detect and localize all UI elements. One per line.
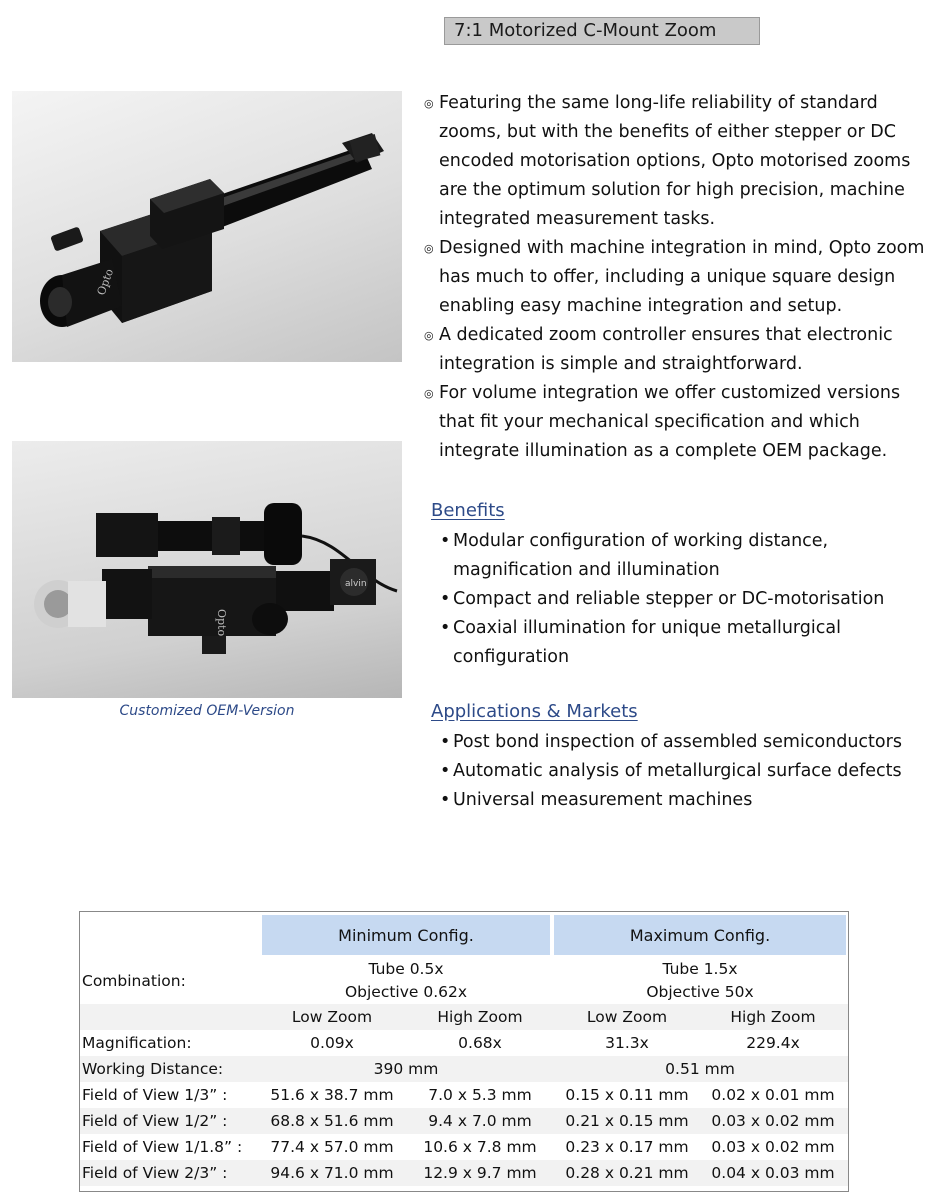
ring-bullet-icon: ◎ [424,242,434,255]
max-config-header: Maximum Config. [554,915,846,955]
product-photo-oem-version [12,441,402,698]
max-tube: Tube 1.5x [662,960,738,978]
table-cell: 31.3x [605,1034,649,1052]
table-cell: 0.02 x 0.01 mm [711,1086,835,1104]
list-item: • Modular configuration of working distance, magnification and illumination [440,527,910,585]
bullet-dot-icon: • [440,790,451,810]
opto-logo: Opto [94,267,117,298]
table-cell: 390 mm [373,1060,439,1078]
product-photo-motorized-zoom [12,91,402,362]
description [424,89,934,466]
photo-caption: Customized OEM-Version [119,703,295,719]
row-label: Field of View 2/3” : [82,1164,228,1182]
table-cell: 9.4 x 7.0 mm [428,1112,532,1130]
bullet-dot-icon: • [440,531,451,551]
benefits-heading: Benefits [431,500,505,521]
table-cell: 0.23 x 0.17 mm [565,1138,689,1156]
list-item: • Coaxial illumination for unique metallurgical configuration [440,614,910,672]
table-cell: 0.51 mm [665,1060,735,1078]
row-label: Combination: [82,972,186,990]
table-cell: 0.21 x 0.15 mm [565,1112,689,1130]
table-cell: 68.8 x 51.6 mm [270,1112,394,1130]
table-cell: 0.68x [458,1034,502,1052]
row-label: Working Distance: [82,1060,224,1078]
ring-bullet-icon: ◎ [424,97,434,110]
table-row [80,1030,848,1056]
col-low-zoom: Low Zoom [586,1008,668,1026]
table-cell: 10.6 x 7.8 mm [423,1138,537,1156]
table-cell: 7.0 x 5.3 mm [428,1086,532,1104]
table-cell: 0.03 x 0.02 mm [711,1112,835,1130]
min-config-header: Minimum Config. [262,915,550,955]
col-low-zoom: Low Zoom [291,1008,373,1026]
table-row [80,1108,848,1134]
list-item: • Compact and reliable stepper or DC-motorisation [440,585,910,614]
bullet-dot-icon: • [440,761,451,781]
list-item: • Universal measurement machines [440,786,910,815]
description-item: ◎ A dedicated zoom controller ensures that electronic integration is simple and straightforward. [424,321,934,379]
ring-bullet-icon: ◎ [424,387,434,400]
table-cell: 94.6 x 71.0 mm [270,1164,394,1182]
col-high-zoom: High Zoom [437,1008,523,1026]
applications-heading: Applications & Markets [431,701,638,722]
opto-logo-oem: Opto [215,609,228,637]
table-cell: 51.6 x 38.7 mm [270,1086,394,1104]
bullet-dot-icon: • [440,618,451,638]
table-row [80,1134,848,1160]
camera-brand-label: alvin [345,579,367,589]
row-label: Magnification: [82,1034,192,1052]
table-cell: 0.15 x 0.11 mm [565,1086,689,1104]
col-high-zoom: High Zoom [730,1008,816,1026]
table-row-combination [80,958,848,1004]
table-cell: 12.9 x 9.7 mm [423,1164,537,1182]
spec-table [79,911,849,1192]
table-cell: 0.03 x 0.02 mm [711,1138,835,1156]
row-label: Field of View 1/3” : [82,1086,228,1104]
min-tube: Tube 0.5x [368,960,444,978]
description-item: ◎ Featuring the same long-life reliability of standard zooms, but with the benefits of either stepper or DC encoded motorisation options, Opto motorised zooms are the optimum solution for high precision, machine integrated measurement tasks. [424,89,934,234]
table-row-zoom-headers [80,1004,848,1030]
table-cell: 77.4 x 57.0 mm [270,1138,394,1156]
bullet-dot-icon: • [440,732,451,752]
applications-list [440,728,910,815]
table-cell: 0.04 x 0.03 mm [711,1164,835,1182]
description-item: ◎ Designed with machine integration in mind, Opto zoom has much to offer, including a unique square design enabling easy machine integration and setup. [424,234,934,321]
page-title: 7:1 Motorized C-Mount Zoom [444,17,760,45]
min-objective: Objective 0.62x [344,983,468,1001]
table-row [80,1160,848,1186]
table-cell: 229.4x [746,1034,800,1052]
table-cell: 0.09x [310,1034,354,1052]
table-row [80,1056,848,1082]
max-objective: Objective 50x [646,983,754,1001]
list-item: • Automatic analysis of metallurgical surface defects [440,757,910,786]
table-cell: 0.28 x 0.21 mm [565,1164,689,1182]
benefits-list [440,527,910,672]
table-row [80,1082,848,1108]
row-label: Field of View 1/2” : [82,1112,228,1130]
list-item: • Post bond inspection of assembled semiconductors [440,728,910,757]
row-label: Field of View 1/1.8” : [82,1138,243,1156]
description-item: ◎ For volume integration we offer customized versions that fit your mechanical specification and which integrate illumination as a complete OEM package. [424,379,934,466]
bullet-dot-icon: • [440,589,451,609]
ring-bullet-icon: ◎ [424,329,434,342]
